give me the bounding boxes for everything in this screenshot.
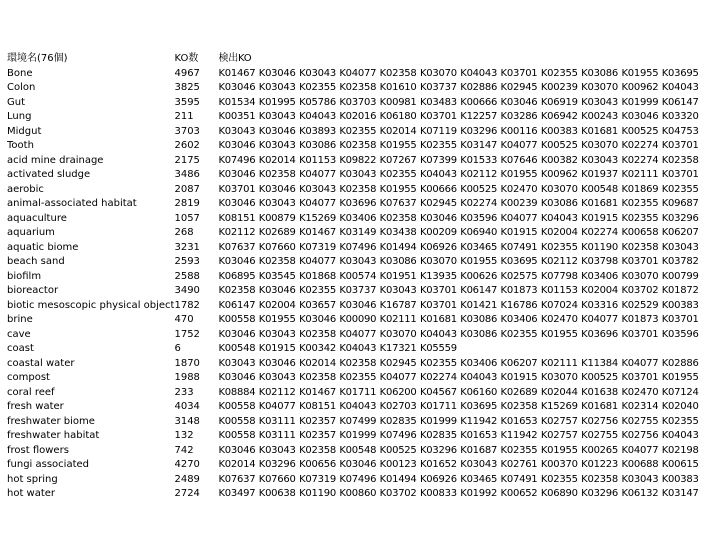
environment-cell: acid mine drainage	[7, 154, 104, 166]
ko-count-cell: 3703	[174, 125, 200, 137]
table-row	[7, 67, 718, 82]
environment-cell: coastal water	[7, 357, 75, 369]
ko-count-cell: 2819	[174, 198, 200, 209]
environment-cell: bioreactor	[7, 285, 59, 296]
environment-cell: Gut	[7, 96, 26, 108]
ko-list-cell: K00548 K01915 K00342 K04043 K17321 K05559	[218, 343, 457, 354]
ko-count-cell: 2087	[174, 183, 200, 195]
ko-list-cell: K06895 K03545 K01868 K00574 K01951 K13935 K00626 K02575 K07798 K03406 K03070 K00799	[218, 270, 699, 282]
environment-cell: aerobic	[7, 183, 44, 195]
table-row	[7, 342, 718, 357]
table-row	[7, 415, 718, 430]
ko-list-cell: K03043 K03046 K03893 K02355 K02014 K07119 K03296 K00116 K00383 K01681 K00525 K04753	[218, 125, 699, 137]
ko-count-cell: 1870	[174, 357, 200, 369]
ko-list-cell: K03046 K03043 K02358 K04077 K03070 K04043 K03086 K02355 K01955 K03696 K03701 K03596	[218, 328, 699, 340]
ko-count-cell: 3490	[174, 285, 200, 296]
table-row	[7, 299, 718, 314]
ko-list-cell: K06147 K02004 K03657 K03046 K16787 K03701 K01421 K16786 K07024 K03316 K02529 K00383	[218, 299, 699, 311]
table-row	[7, 110, 718, 125]
ko-count-cell: 6	[174, 343, 181, 354]
table-row	[7, 284, 718, 299]
ko-count-cell: 3148	[174, 415, 200, 427]
table-row	[7, 212, 718, 227]
ko-count-cell: 1988	[174, 372, 200, 383]
ko-count-cell: 4967	[174, 67, 200, 79]
environment-cell: aquarium	[7, 227, 55, 238]
environment-cell: aquaculture	[7, 212, 67, 224]
ko-list-cell: K03046 K03043 K02355 K02358 K01610 K03737 K02886 K02945 K00239 K03070 K00962 K04043	[218, 82, 699, 93]
table-row	[7, 357, 718, 372]
environment-cell: cave	[7, 328, 31, 340]
ko-list-cell: K01534 K01995 K05786 K03703 K00981 K03483 K00666 K03046 K06919 K03043 K01999 K06147	[218, 96, 699, 108]
table-row	[7, 458, 718, 473]
environment-cell: Tooth	[7, 140, 34, 151]
ko-count-cell: 2175	[174, 154, 200, 166]
table-row	[7, 371, 718, 386]
table-row	[7, 241, 718, 256]
ko-list-cell: K07637 K07660 K07319 K07496 K01494 K06926 K03465 K07491 K02355 K01190 K02358 K03043	[218, 241, 699, 253]
environment-cell: fresh water	[7, 401, 64, 412]
table-row	[7, 197, 718, 212]
ko-list-cell: K07496 K02014 K01153 K09822 K07267 K07399 K01533 K07646 K00382 K03043 K02274 K02358	[218, 154, 699, 166]
ko-list-cell: K01467 K03046 K03043 K04077 K02358 K03070 K04043 K03701 K02355 K03086 K01955 K03695	[218, 67, 699, 79]
environment-cell: compost	[7, 372, 50, 383]
table-row	[7, 81, 718, 96]
ko-list-cell: K08151 K00879 K15269 K03406 K02358 K03046 K03596 K04077 K04043 K01915 K02355 K03296	[218, 212, 699, 224]
header-ko-count: KO数	[174, 53, 199, 64]
environment-cell: coast	[7, 343, 34, 354]
environment-cell: aquatic biome	[7, 241, 79, 253]
table-row	[7, 487, 718, 502]
ko-count-cell: 2489	[174, 473, 200, 485]
ko-count-cell: 1752	[174, 328, 200, 340]
ko-list-cell: K03046 K02358 K04077 K03043 K03086 K03070 K01955 K03695 K02112 K03798 K03701 K03782	[218, 256, 699, 267]
ko-count-cell: 3486	[174, 169, 200, 180]
table-row	[7, 386, 718, 401]
ko-count-cell: 2724	[174, 488, 200, 499]
ko-count-cell: 2588	[174, 270, 200, 282]
environment-cell: fungi associated	[7, 459, 89, 470]
ko-list-cell: K03043 K03046 K02014 K02358 K02945 K02355 K03406 K06207 K02111 K11384 K04077 K02886	[218, 357, 699, 369]
table-row	[7, 270, 718, 285]
ko-list-cell: K00558 K03111 K02357 K07499 K02835 K01999 K11942 K01653 K02757 K02756 K02755 K02355	[218, 415, 699, 427]
ko-count-cell: 1782	[174, 299, 200, 311]
environment-cell: activated sludge	[7, 169, 91, 180]
ko-list-cell: K00558 K03111 K02357 K01999 K07496 K02835 K01653 K11942 K02757 K02755 K02756 K04043	[218, 430, 699, 441]
ko-count-cell: 470	[174, 314, 194, 325]
environment-cell: biotic mesoscopic physical object	[7, 299, 175, 311]
ko-list-cell: K02014 K03296 K00656 K03046 K00123 K01652 K03043 K02761 K00370 K01223 K00688 K00615	[218, 459, 699, 470]
table-row	[7, 154, 718, 169]
ko-count-cell: 4270	[174, 459, 200, 470]
table-row	[7, 313, 718, 328]
ko-list-cell: K02358 K03046 K02355 K03737 K03043 K03701 K06147 K01873 K01153 K02004 K03702 K01872	[218, 285, 699, 296]
table-row	[7, 328, 718, 343]
ko-count-cell: 2602	[174, 140, 200, 151]
ko-list-cell: K03046 K03043 K02358 K02355 K04077 K02274 K04043 K01915 K03070 K00525 K03701 K01955	[218, 372, 699, 383]
ko-count-cell: 132	[174, 430, 194, 441]
environment-cell: hot spring	[7, 473, 58, 485]
table-row	[7, 226, 718, 241]
ko-count-cell: 211	[174, 111, 194, 122]
environment-cell: brine	[7, 314, 33, 325]
header-environment: 環境名(76個)	[7, 53, 68, 64]
header-row	[7, 52, 718, 67]
environment-cell: animal-associated habitat	[7, 198, 137, 209]
ko-list-cell: K08884 K02112 K01467 K01711 K06200 K04567 K06160 K02689 K02044 K01638 K02470 K07124	[218, 386, 699, 398]
table-row	[7, 183, 718, 198]
ko-count-cell: 2593	[174, 256, 200, 267]
ko-count-cell: 3825	[174, 82, 200, 93]
ko-list-cell: K03046 K03043 K02358 K00548 K00525 K03296 K01687 K02355 K01955 K00265 K04077 K02198	[218, 444, 699, 456]
ko-list-cell: K03046 K03043 K04077 K03696 K07637 K02945 K02274 K00239 K03086 K01681 K02355 K09687	[218, 198, 699, 209]
ko-list-cell: K02112 K02689 K01467 K03149 K03438 K00209 K06940 K01915 K02004 K02274 K00658 K06207	[218, 227, 699, 238]
environment-cell: Midgut	[7, 125, 42, 137]
header-detected-ko: 検出KO	[218, 53, 252, 64]
ko-list-cell: K00351 K03043 K04043 K02016 K06180 K03701 K12257 K03286 K06942 K00243 K03046 K03320	[218, 111, 699, 122]
ko-list-cell: K00558 K04077 K08151 K04043 K02703 K01711 K03695 K02358 K15269 K01681 K02314 K02040	[218, 401, 699, 412]
ko-count-cell: 268	[174, 227, 194, 238]
table-row	[7, 255, 718, 270]
environment-cell: hot water	[7, 488, 56, 499]
environment-cell: Colon	[7, 82, 36, 93]
environment-cell: Bone	[7, 67, 33, 79]
table-row	[7, 400, 718, 415]
ko-count-cell: 1057	[174, 212, 200, 224]
environment-cell: frost flowers	[7, 444, 69, 456]
ko-list-cell: K03046 K03043 K03086 K02358 K01955 K02355 K03147 K04077 K00525 K03070 K02274 K03701	[218, 140, 699, 151]
environment-cell: freshwater biome	[7, 415, 95, 427]
table-row	[7, 168, 718, 183]
ko-list-cell: K03701 K03046 K03043 K02358 K01955 K00666 K00525 K02470 K03070 K00548 K01869 K02355	[218, 183, 699, 195]
table-row	[7, 125, 718, 140]
ko-list-cell: K07637 K07660 K07319 K07496 K01494 K06926 K03465 K07491 K02355 K02358 K03043 K00383	[218, 473, 699, 485]
environment-cell: Lung	[7, 111, 32, 122]
table-row	[7, 429, 718, 444]
environment-cell: freshwater habitat	[7, 430, 100, 441]
ko-list-cell: K00558 K01955 K03046 K00090 K02111 K01681 K03086 K03406 K02470 K04077 K01873 K03701	[218, 314, 699, 325]
ko-count-cell: 3595	[174, 96, 200, 108]
ko-count-cell: 4034	[174, 401, 200, 412]
table-row	[7, 139, 718, 154]
environment-cell: biofilm	[7, 270, 42, 282]
environment-cell: beach sand	[7, 256, 65, 267]
table-row	[7, 96, 718, 111]
ko-count-cell: 233	[174, 386, 194, 398]
ko-list-cell: K03497 K00638 K01190 K00860 K03702 K00833 K01992 K00652 K06890 K03296 K06132 K03147	[218, 488, 699, 499]
ko-table	[7, 52, 718, 502]
ko-count-cell: 742	[174, 444, 194, 456]
ko-list-cell: K03046 K02358 K04077 K03043 K02355 K04043 K02112 K01955 K00962 K01937 K02111 K03701	[218, 169, 699, 180]
table-row	[7, 444, 718, 459]
table-row	[7, 473, 718, 488]
ko-count-cell: 3231	[174, 241, 200, 253]
environment-cell: coral reef	[7, 386, 55, 398]
